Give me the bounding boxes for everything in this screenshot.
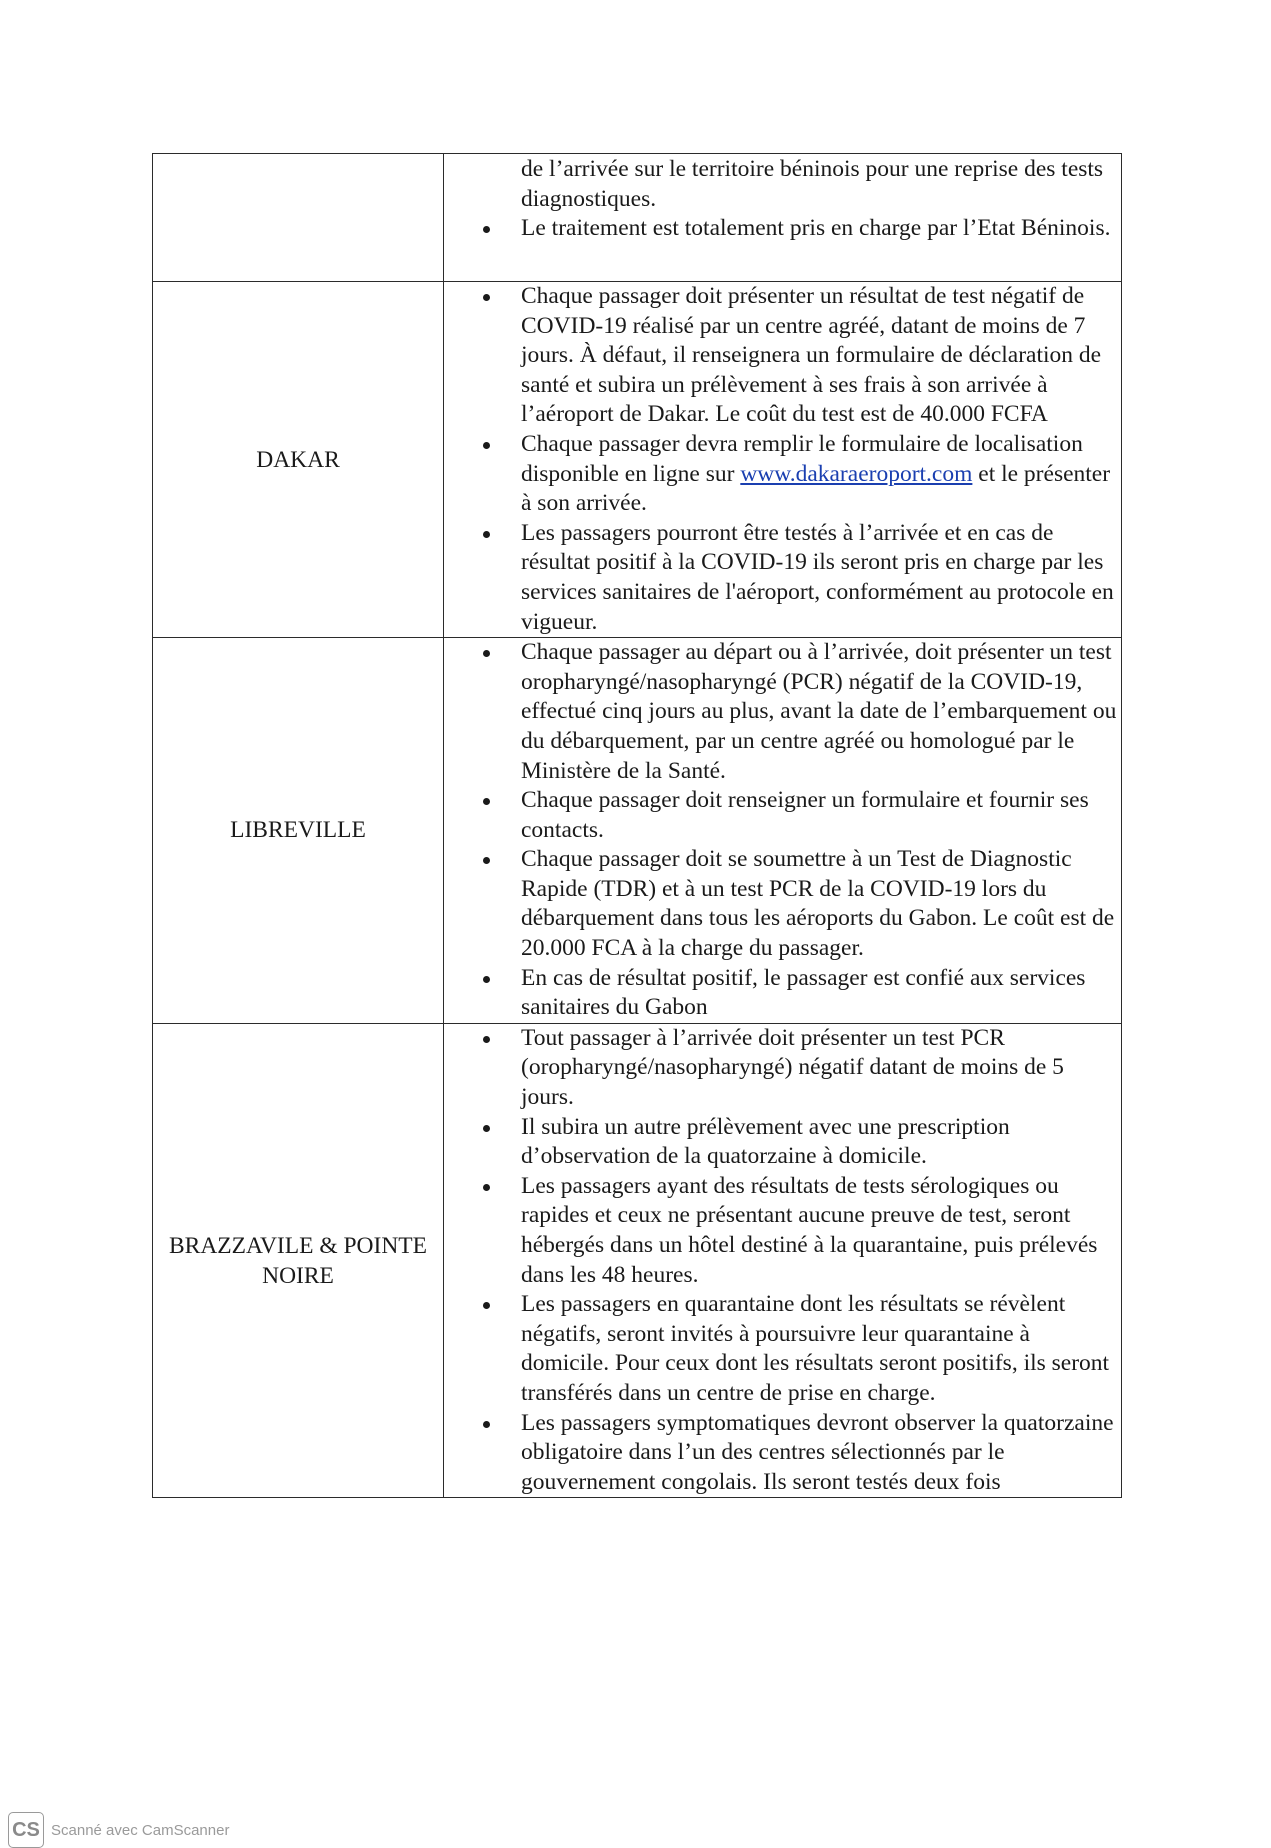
list-item (444, 1113, 1121, 1172)
bullet-icon (483, 1036, 490, 1043)
bullet-icon (483, 1125, 490, 1132)
rules-list (444, 638, 1121, 1023)
list-item (444, 430, 1121, 519)
list-item (444, 155, 1121, 214)
camscanner-logo-icon: CS (8, 1812, 44, 1848)
bullet-icon (483, 294, 490, 301)
rule-text: Il subira un autre prélèvement avec une prescription d’observation de la quatorzaine à domicile. (521, 1113, 1010, 1170)
rule-text: Chaque passager au départ ou à l’arrivée, doit présenter un test oropharyngé/nasopharyngé (PCR) négatif de la COVID-19, effectué cinq jours au plus, avant la date de l’embarquement ou du débarquement, par un centre agréé ou homologué par le Ministère de la Santé. (521, 639, 1117, 784)
bullet-icon (483, 1184, 490, 1191)
city-cell: LIBREVILLE (153, 638, 444, 1024)
city-cell: DAKAR (153, 282, 444, 638)
rule-text: Chaque passager doit renseigner un formulaire et fournir ses contacts. (521, 787, 1089, 843)
bullet-icon (483, 976, 490, 983)
list-item (444, 282, 1121, 430)
rules-list (444, 282, 1121, 637)
city-cell (153, 154, 444, 282)
list-item (444, 638, 1121, 786)
arrival-rules-table (152, 153, 1122, 1498)
list-item (444, 845, 1121, 963)
rule-text: Tout passager à l’arrivée doit présenter un test PCR (oropharyngé/nasopharyngé) négatif datant de moins de 5 jours. (521, 1024, 1064, 1111)
camscanner-text: Scanné avec CamScanner (51, 1821, 230, 1839)
rule-text: Chaque passager devra remplir le formulaire de localisation disponible en ligne sur (521, 430, 1083, 487)
dakar-airport-link[interactable]: www.dakaraeroport.com (740, 460, 973, 487)
table-row (153, 154, 1122, 282)
rule-text: Les passagers pourront être testés à l’arrivée et en cas de résultat positif à la COVID-19 ils seront pris en charge par les services sanitaires de l'aéroport, conformément au protocole en vigueur. (521, 519, 1114, 635)
list-item (444, 964, 1121, 1023)
list-item (444, 519, 1121, 637)
camscanner-watermark (8, 1812, 229, 1848)
bullet-icon (483, 1421, 490, 1428)
rule-text: Les passagers ayant des résultats de tests sérologiques ou rapides et ceux ne présentant aucune preuve de test, seront hébergés dans un hôtel destiné à la quarantaine, puis prélevés dans les 48 heures. (521, 1172, 1098, 1288)
bullet-icon (483, 1302, 490, 1309)
list-item (444, 786, 1121, 845)
bullet-icon (483, 798, 490, 805)
rule-text: Les passagers en quarantaine dont les résultats se révèlent négatifs, seront invités à poursuivre leur quarantaine à domicile. Pour ceux dont les résultats seront positifs, ils seront transférés dans un centre de prise en charge. (521, 1291, 1110, 1406)
bullet-icon (483, 226, 490, 233)
table-row (153, 1023, 1122, 1498)
list-item (444, 1290, 1121, 1408)
table-row (153, 638, 1122, 1024)
rules-cell (444, 154, 1122, 282)
bullet-icon (483, 531, 490, 538)
rule-text: et le présenter à son arrivée. (521, 460, 1111, 517)
list-item (444, 1409, 1121, 1498)
rule-text: Chaque passager doit présenter un résultat de test négatif de COVID-19 réalisé par un centre agréé, datant de moins de 7 jours. À défaut, il renseignera un formulaire de déclaration de santé et subira un prélèvement à ses frais à son arrivée à l’aéroport de Dakar. Le coût du test est de 40.000 FCFA (521, 283, 1102, 428)
table-row (153, 282, 1122, 638)
bullet-icon (483, 650, 490, 657)
list-item (444, 1172, 1121, 1290)
rules-list (444, 1024, 1121, 1498)
rules-list (444, 155, 1121, 244)
rules-cell (444, 638, 1122, 1024)
rules-cell (444, 282, 1122, 638)
rule-text: En cas de résultat positif, le passager est confié aux services sanitaires du Gabon (521, 964, 1086, 1021)
rule-text: Les passagers symptomatiques devront observer la quatorzaine obligatoire dans l’un des centres sélectionnés par le gouvernement congolais. Ils seront testés deux fois (521, 1409, 1114, 1495)
bullet-icon (483, 857, 490, 864)
list-item (444, 1024, 1121, 1113)
rules-cell (444, 1023, 1122, 1498)
list-item (444, 214, 1121, 244)
bullet-icon (483, 442, 490, 449)
rule-text: Chaque passager doit se soumettre à un Test de Diagnostic Rapide (TDR) et à un test PCR de la COVID-19 lors du débarquement dans tous les aéroports du Gabon. Le coût est de 20.000 FCA à la charge du passager. (521, 846, 1115, 962)
rule-text: de l’arrivée sur le territoire béninois pour une reprise des tests diagnostiques. (521, 156, 1104, 212)
rule-text: Le traitement est totalement pris en charge par l’Etat Béninois. (521, 215, 1111, 242)
city-cell: BRAZZAVILE & POINTE NOIRE (153, 1023, 444, 1498)
